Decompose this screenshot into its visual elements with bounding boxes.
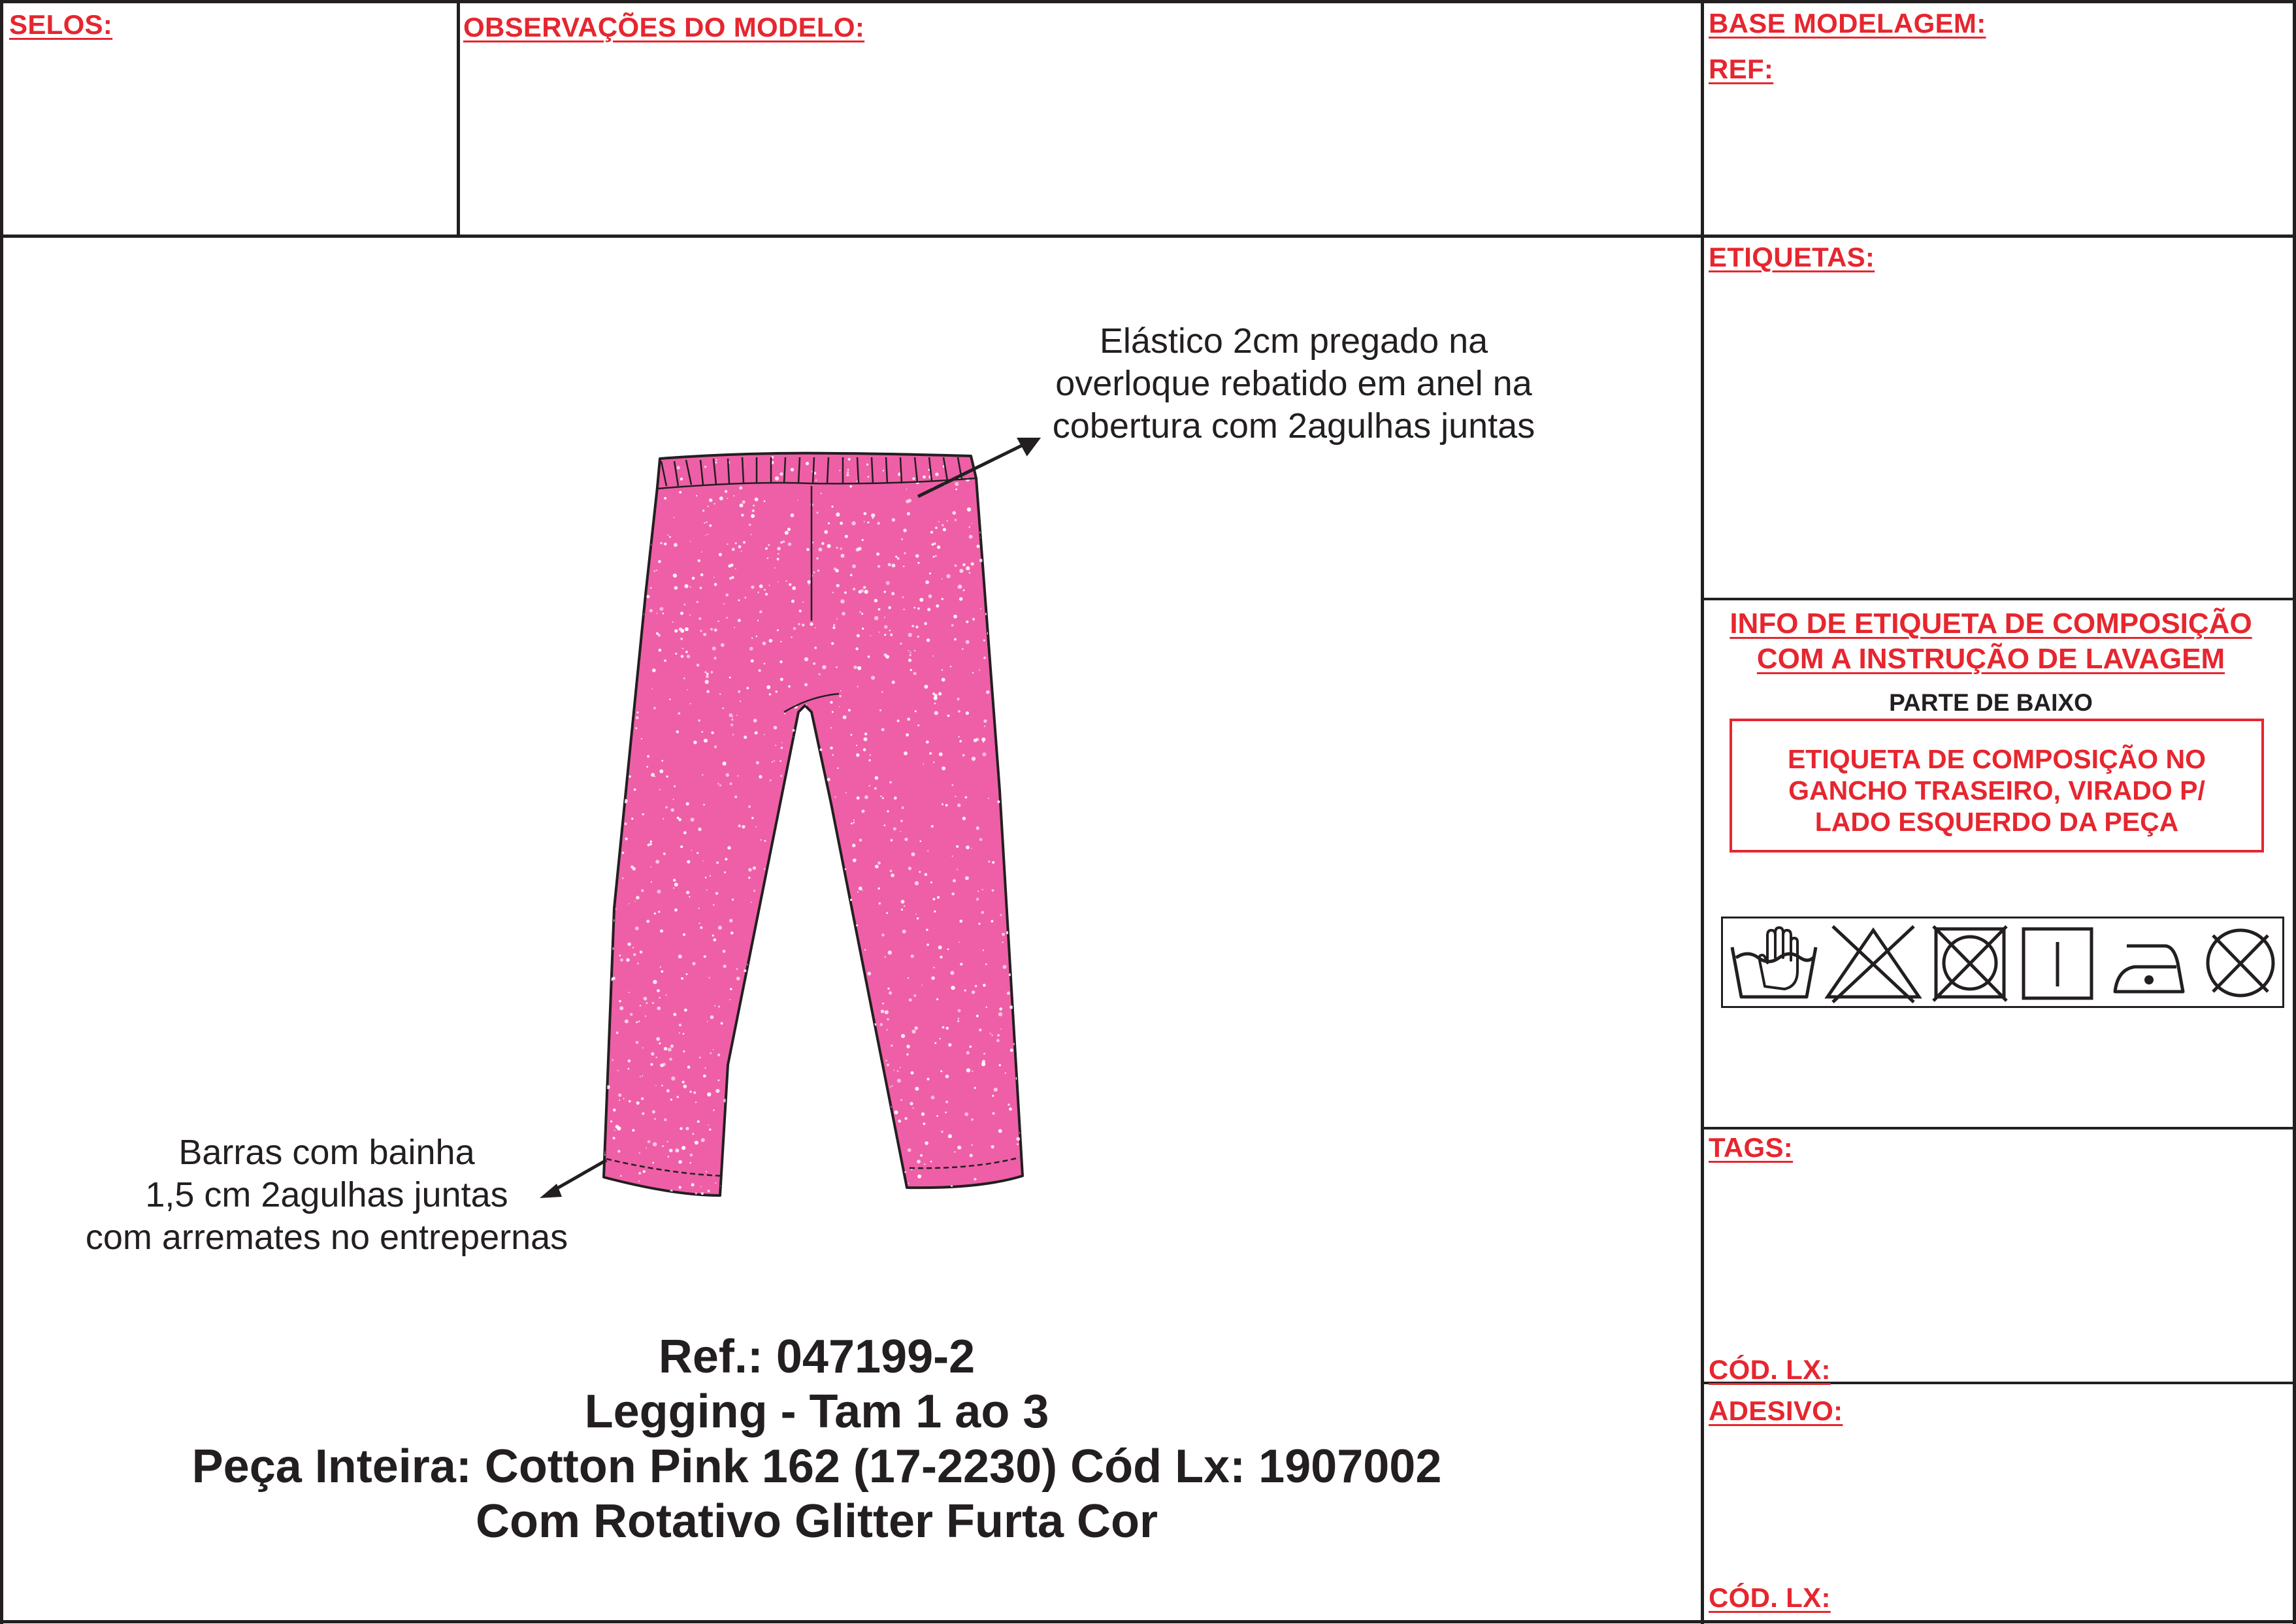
tags-label: TAGS: bbox=[1709, 1132, 1794, 1163]
base-modelagem-label: BASE MODELAGEM: bbox=[1709, 8, 1986, 39]
composition-note-line3: LADO ESQUERDO DA PEÇA bbox=[1814, 807, 2179, 837]
product-name: Legging - Tam 1 ao 3 bbox=[584, 1386, 1049, 1438]
header-divider bbox=[0, 235, 2296, 238]
composition-note-line1: ETIQUETA DE COMPOSIÇÃO NO bbox=[1787, 744, 2206, 774]
hem-callout-line1: Barras com bainha bbox=[178, 1133, 475, 1172]
composition-info-title-line1: INFO DE ETIQUETA DE COMPOSIÇÃO bbox=[1730, 608, 2252, 640]
product-finish: Com Rotativo Glitter Furta Cor bbox=[475, 1495, 1158, 1548]
do-not-tumble-dry-icon bbox=[1931, 924, 2009, 1003]
do-not-bleach-icon bbox=[1821, 924, 1926, 1003]
tags-divider bbox=[1701, 1127, 2296, 1129]
waist-callout bbox=[980, 320, 1607, 447]
composition-info-title-line2: COM A INSTRUÇÃO DE LAVAGEM bbox=[1756, 643, 2225, 675]
waist-callout-line3: cobertura com 2agulhas juntas bbox=[1052, 406, 1535, 446]
legging-flat-sketch bbox=[588, 438, 1045, 1209]
line-dry-icon bbox=[2018, 924, 2097, 1003]
selos-divider bbox=[457, 0, 460, 236]
outer-border-left bbox=[0, 0, 3, 1624]
legging-body bbox=[600, 453, 1034, 1197]
side-panel-divider bbox=[1701, 0, 1704, 1624]
cod-lx-label-adesivo: CÓD. LX: bbox=[1709, 1582, 1831, 1613]
ref-label: REF: bbox=[1709, 54, 1774, 84]
waist-callout-line1: Elástico 2cm pregado na bbox=[1099, 321, 1488, 361]
hem-callout bbox=[39, 1131, 614, 1259]
product-description bbox=[78, 1329, 1555, 1549]
etiquetas-divider bbox=[1701, 598, 2296, 600]
outer-border-top bbox=[0, 0, 2296, 3]
do-not-dry-clean-icon bbox=[2201, 924, 2280, 1003]
iron-low-icon bbox=[2108, 924, 2193, 1003]
composition-info-title bbox=[1703, 606, 2278, 677]
selos-label: SELOS: bbox=[9, 9, 113, 40]
adesivo-label: ADESIVO: bbox=[1709, 1395, 1843, 1426]
etiquetas-label: ETIQUETAS: bbox=[1709, 242, 1875, 272]
parte-label: PARTE DE BAIXO bbox=[1889, 689, 2093, 716]
cod-lx-label-tags: CÓD. LX: bbox=[1709, 1354, 1831, 1385]
care-symbols-strip bbox=[1721, 917, 2284, 1008]
product-fabric: Peça Inteira: Cotton Pink 162 (17-2230) Cód Lx: 1907002 bbox=[191, 1440, 1442, 1493]
product-ref: Ref.: 047199-2 bbox=[658, 1331, 976, 1383]
outer-border-right bbox=[2293, 0, 2296, 1624]
hem-callout-line2: 1,5 cm 2agulhas juntas bbox=[145, 1175, 508, 1214]
waist-callout-line2: overloque rebatido em anel na bbox=[1055, 364, 1532, 403]
hand-wash-icon bbox=[1728, 924, 1820, 1003]
observacoes-label: OBSERVAÇÕES DO MODELO: bbox=[463, 12, 865, 42]
outer-border-bottom bbox=[0, 1620, 2296, 1623]
composition-note-box bbox=[1730, 719, 2264, 853]
hem-callout-line3: com arremates no entrepernas bbox=[85, 1218, 568, 1257]
composition-note-line2: GANCHO TRASEIRO, VIRADO P/ bbox=[1788, 775, 2205, 805]
